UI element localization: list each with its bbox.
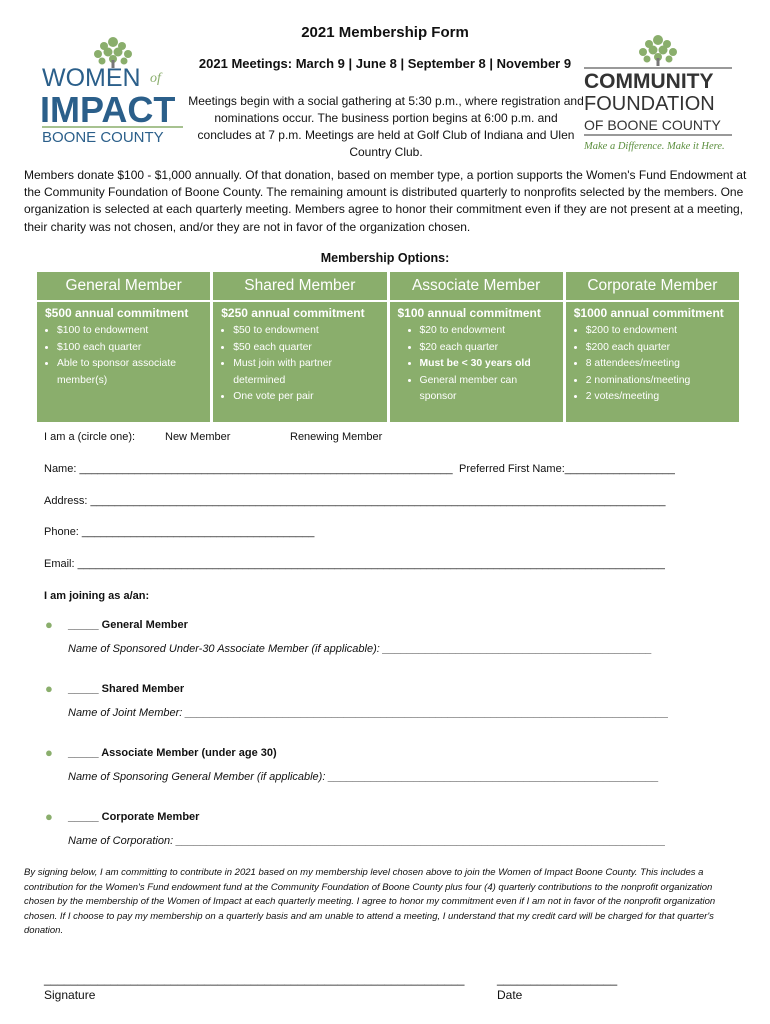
membership-description: Members donate $100 - $1,000 annually. Of that donation, based on member type, a portion supports the Women's Fund Endowment at the Community Foundation of Boone County. The remaining amount is distributed quarterly to nonprofits selected by the members. One organization is selected at each quarterly meeting. Members agree to honor their commitment even if they are not present at a meeting, their charity was not chosen, and/or they are not in favor of the organization chosen. <box>24 168 747 234</box>
option-item: • $20 to endowment <box>420 323 557 340</box>
option-item: • $100 to endowment <box>57 323 204 340</box>
option-item: • Must join with partner determined <box>233 356 380 389</box>
option-name: General Member <box>37 272 210 302</box>
option-item: • Must be < 30 years old <box>420 356 557 373</box>
option-item: • 2 nominations/meeting <box>586 373 733 390</box>
women-of-impact-logo <box>38 30 188 150</box>
preferred-name-field[interactable]: Preferred First Name:__________________ <box>459 463 675 475</box>
signature-label: Signature <box>44 988 96 1002</box>
svg-text:FOUNDATION: FOUNDATION <box>584 93 715 115</box>
svg-text:COMMUNITY: COMMUNITY <box>584 70 714 93</box>
membership-options-table <box>37 272 739 422</box>
joint-member-field[interactable]: Name of Joint Member: _______________________________________________________________________________ <box>68 707 669 719</box>
option-item: • Able to sponsor associate member(s) <box>57 356 204 389</box>
svg-text:WOMEN: WOMEN <box>42 64 141 92</box>
signature-line[interactable]: _______________________________________________________________ <box>44 972 465 986</box>
svg-text:BOONE COUNTY: BOONE COUNTY <box>42 129 164 146</box>
option-item: • $200 each quarter <box>586 340 733 357</box>
svg-text:of: of <box>150 71 161 86</box>
meeting-intro: Meetings begin with a social gathering at 5:30 p.m., where registration and nominations occur. The business portion begins at 6:00 p.m. and concludes at 7 p.m. Meetings are held at Golf Club of Indiana and Ulen Country Club. <box>188 94 584 159</box>
option-item: • 8 attendees/meeting <box>586 356 733 373</box>
option-name: Associate Member <box>390 272 563 302</box>
svg-text:IMPACT: IMPACT <box>40 89 176 130</box>
joining-label: I am joining as a/an: <box>44 590 150 602</box>
community-foundation-logo <box>580 30 736 155</box>
corporation-name-field[interactable]: Name of Corporation: ________________________________________________________________________________ <box>68 835 666 847</box>
sponsored-associate-field[interactable]: Name of Sponsored Under-30 Associate Member (if applicable): ____________________________________________ <box>68 643 653 655</box>
sponsoring-member-field[interactable]: Name of Sponsoring General Member (if applicable): ______________________________________________________ <box>68 771 659 783</box>
option-name: Shared Member <box>213 272 386 302</box>
option-item: • General member can sponsor <box>420 373 557 406</box>
join-general-option[interactable]: _____ General Member <box>68 619 188 631</box>
join-associate-option[interactable]: _____ Associate Member (under age 30) <box>68 747 277 759</box>
options-title: Membership Options: <box>320 251 450 265</box>
address-field[interactable]: Address: ______________________________________________________________________________________________ <box>44 495 666 507</box>
option-name: Corporate Member <box>566 272 739 302</box>
option-item: • One vote per pair <box>233 389 380 406</box>
bullet-icon: ● <box>45 745 53 760</box>
bullet-icon: ● <box>45 617 53 632</box>
option-commitment: $250 annual commitment <box>221 306 365 320</box>
option-shared <box>213 272 386 422</box>
option-item: • $50 to endowment <box>233 323 380 340</box>
email-field[interactable]: Email: ________________________________________________________________________________________________ <box>44 558 665 570</box>
bullet-icon: ● <box>45 809 53 824</box>
option-commitment: $1000 annual commitment <box>573 306 724 320</box>
option-commitment: $500 annual commitment <box>45 306 189 320</box>
option-corporate <box>566 272 739 422</box>
new-member-option[interactable]: New Member <box>165 431 231 443</box>
option-general <box>37 272 210 422</box>
option-item: • 2 votes/meeting <box>586 389 733 406</box>
name-field[interactable]: Name: _____________________________________________________________ <box>44 463 453 475</box>
option-item: • $200 to endowment <box>586 323 733 340</box>
option-item: • $100 each quarter <box>57 340 204 357</box>
commitment-statement: By signing below, I am committing to contribute in 2021 based on my membership level chosen above to join the Women of Impact Boone County. This includes a contribution for the Women's Fund endowment fund at the Community Foundation of Boone County plus four (4) quarterly contributions to the nonprofit organization chosen by the membership of the Women of Impact at each quarterly meeting. I agree to honor my commitment even if I am not in favor of the nonprofit organization chosen. If I choose to pay my membership on a quarterly basis and am unable to attend a meeting, I understand that my credit card will be charged for that quarter's donation. <box>24 867 716 937</box>
bullet-icon: ● <box>45 681 53 696</box>
option-item: • $50 each quarter <box>233 340 380 357</box>
date-line[interactable]: __________________ <box>497 972 618 986</box>
renewing-member-option[interactable]: Renewing Member <box>290 431 383 443</box>
option-commitment: $100 annual commitment <box>397 306 541 320</box>
phone-field[interactable]: Phone: ______________________________________ <box>44 526 315 538</box>
option-associate <box>390 272 563 422</box>
form-title: 2021 Membership Form <box>301 24 469 41</box>
meeting-dates: 2021 Meetings: March 9 | June 8 | September 8 | November 9 <box>198 56 572 71</box>
circle-one-label: I am a (circle one): <box>44 431 136 443</box>
option-item: • $20 each quarter <box>420 340 557 357</box>
join-shared-option[interactable]: _____ Shared Member <box>68 683 185 695</box>
join-corporate-option[interactable]: _____ Corporate Member <box>68 811 200 823</box>
svg-text:OF BOONE COUNTY: OF BOONE COUNTY <box>584 117 721 133</box>
svg-text:Make a Difference. Make it Her: Make a Difference. Make it Here. <box>584 141 725 152</box>
date-label: Date <box>497 988 523 1002</box>
